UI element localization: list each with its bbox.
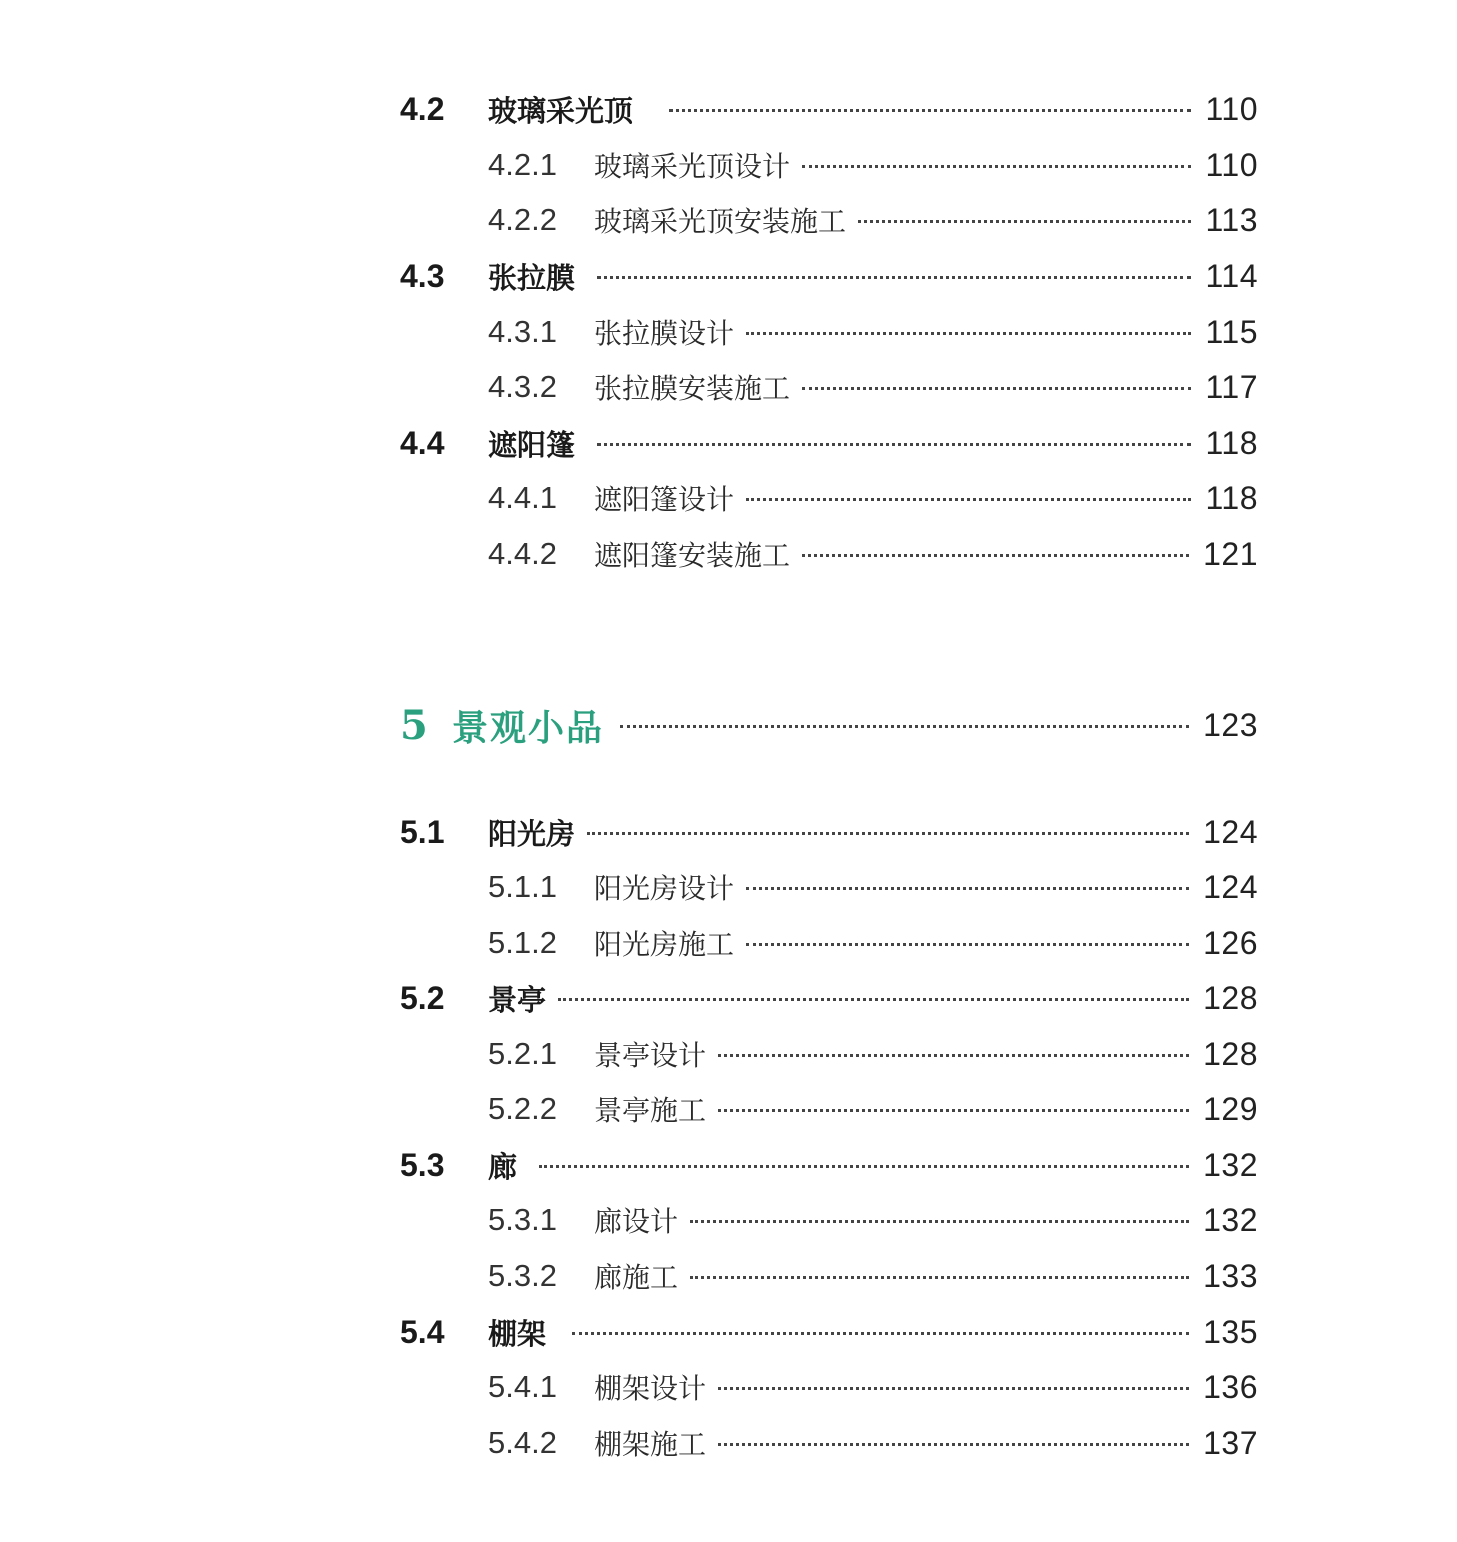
dot-leader [718, 1054, 1189, 1057]
subsection-title: 张拉膜安装施工 [594, 372, 791, 405]
section-title: 景亭 [488, 982, 547, 1017]
subsection-title: 景亭设计 [594, 1039, 707, 1072]
section-number: 5.4 [400, 1313, 445, 1350]
section-title: 张拉膜 [488, 260, 576, 295]
toc-entry-subsection[interactable] [400, 1415, 1258, 1471]
dot-leader [858, 220, 1191, 223]
section-title: 遮阳篷 [488, 427, 576, 462]
toc-entry-subsection[interactable] [400, 192, 1258, 248]
page-number: 118 [1205, 479, 1258, 516]
toc-entry-section[interactable] [400, 248, 1258, 304]
section-number: 4.3 [400, 257, 445, 294]
dot-leader [802, 554, 1189, 557]
subsection-title: 棚架设计 [594, 1372, 707, 1405]
page-number: 128 [1203, 979, 1258, 1016]
subsection-title: 遮阳篷安装施工 [594, 539, 791, 572]
page-number: 124 [1203, 868, 1258, 905]
subsection-number: 5.1.2 [488, 925, 557, 960]
page-number: 118 [1205, 424, 1258, 461]
toc-entry-subsection[interactable] [400, 1192, 1258, 1248]
subsection-number: 5.2.2 [488, 1091, 557, 1126]
chapter-title: 景观小品 [452, 706, 605, 749]
dot-leader [746, 332, 1191, 335]
page-number: 129 [1203, 1090, 1258, 1127]
section-number: 5.1 [400, 813, 445, 850]
dot-leader [597, 276, 1191, 279]
toc-entry-subsection[interactable] [400, 137, 1258, 193]
page-number: 110 [1205, 90, 1258, 127]
dot-leader [620, 725, 1189, 728]
section-number: 4.2 [400, 90, 445, 127]
dot-leader [718, 1443, 1189, 1446]
toc-entry-subsection[interactable] [400, 1248, 1258, 1304]
page-number: 123 [1203, 706, 1258, 743]
dot-leader [718, 1387, 1189, 1390]
toc-entry-subsection[interactable] [400, 1026, 1258, 1082]
toc-entry-section[interactable] [400, 1304, 1258, 1360]
subsection-number: 4.2.1 [488, 147, 557, 182]
toc-entry-section[interactable] [400, 415, 1258, 471]
toc-entry-subsection[interactable] [400, 859, 1258, 915]
dot-leader [669, 109, 1191, 112]
dot-leader [746, 887, 1189, 890]
toc-entry-chapter[interactable] [400, 694, 1258, 756]
dot-leader [718, 1109, 1189, 1112]
page-number: 126 [1203, 924, 1258, 961]
section-title: 阳光房 [488, 816, 576, 851]
page-number: 121 [1203, 535, 1258, 572]
page-number: 113 [1205, 201, 1258, 238]
subsection-number: 5.4.2 [488, 1425, 557, 1460]
page-number: 124 [1203, 813, 1258, 850]
subsection-title: 阳光房设计 [594, 872, 735, 905]
section-number: 5.2 [400, 979, 445, 1016]
dot-leader [690, 1276, 1189, 1279]
subsection-title: 遮阳篷设计 [594, 483, 735, 516]
toc-entry-subsection[interactable] [400, 359, 1258, 415]
subsection-title: 张拉膜设计 [594, 317, 735, 350]
subsection-number: 5.3.1 [488, 1202, 557, 1237]
page-number: 110 [1205, 146, 1258, 183]
chapter-number: 5 [400, 701, 428, 749]
dot-leader [539, 1165, 1189, 1168]
subsection-number: 4.3.1 [488, 314, 557, 349]
page-number: 135 [1203, 1313, 1258, 1350]
page-number: 136 [1203, 1368, 1258, 1405]
toc-entry-subsection[interactable] [400, 1081, 1258, 1137]
dot-leader [558, 998, 1189, 1001]
subsection-number: 4.4.1 [488, 480, 557, 515]
page-number: 115 [1205, 313, 1258, 350]
toc-entry-subsection[interactable] [400, 304, 1258, 360]
toc-entry-subsection[interactable] [400, 915, 1258, 971]
toc-entry-subsection[interactable] [400, 526, 1258, 582]
page-number: 117 [1205, 368, 1258, 405]
dot-leader [802, 165, 1191, 168]
page-number: 133 [1203, 1257, 1258, 1294]
section-title: 棚架 [488, 1316, 547, 1351]
subsection-number: 5.4.1 [488, 1369, 557, 1404]
toc-entry-section[interactable] [400, 804, 1258, 860]
subsection-number: 5.2.1 [488, 1036, 557, 1071]
subsection-title: 棚架施工 [594, 1428, 707, 1461]
dot-leader [746, 943, 1189, 946]
toc-entry-subsection[interactable] [400, 470, 1258, 526]
subsection-number: 5.3.2 [488, 1258, 557, 1293]
subsection-title: 廊施工 [594, 1261, 679, 1294]
section-number: 5.3 [400, 1146, 445, 1183]
subsection-title: 阳光房施工 [594, 928, 735, 961]
dot-leader [572, 1332, 1189, 1335]
page-number: 132 [1203, 1201, 1258, 1238]
subsection-title: 玻璃采光顶安装施工 [594, 205, 847, 238]
subsection-number: 4.3.2 [488, 369, 557, 404]
page-number: 128 [1203, 1035, 1258, 1072]
toc-entry-section[interactable] [400, 81, 1258, 137]
toc-entry-subsection[interactable] [400, 1359, 1258, 1415]
subsection-number: 5.1.1 [488, 869, 557, 904]
page-number: 132 [1203, 1146, 1258, 1183]
subsection-title: 玻璃采光顶设计 [594, 150, 791, 183]
toc-entry-section[interactable] [400, 970, 1258, 1026]
subsection-title: 廊设计 [594, 1205, 679, 1238]
dot-leader [597, 443, 1191, 446]
section-number: 4.4 [400, 424, 445, 461]
dot-leader [587, 832, 1189, 835]
page-number: 137 [1203, 1424, 1258, 1461]
dot-leader [802, 387, 1191, 390]
section-title: 玻璃采光顶 [488, 93, 634, 128]
section-title: 廊 [488, 1149, 518, 1184]
subsection-title: 景亭施工 [594, 1094, 707, 1127]
subsection-number: 4.4.2 [488, 536, 557, 571]
subsection-number: 4.2.2 [488, 202, 557, 237]
dot-leader [690, 1220, 1189, 1223]
page-number: 114 [1205, 257, 1258, 294]
dot-leader [746, 498, 1191, 501]
toc-entry-section[interactable] [400, 1137, 1258, 1193]
